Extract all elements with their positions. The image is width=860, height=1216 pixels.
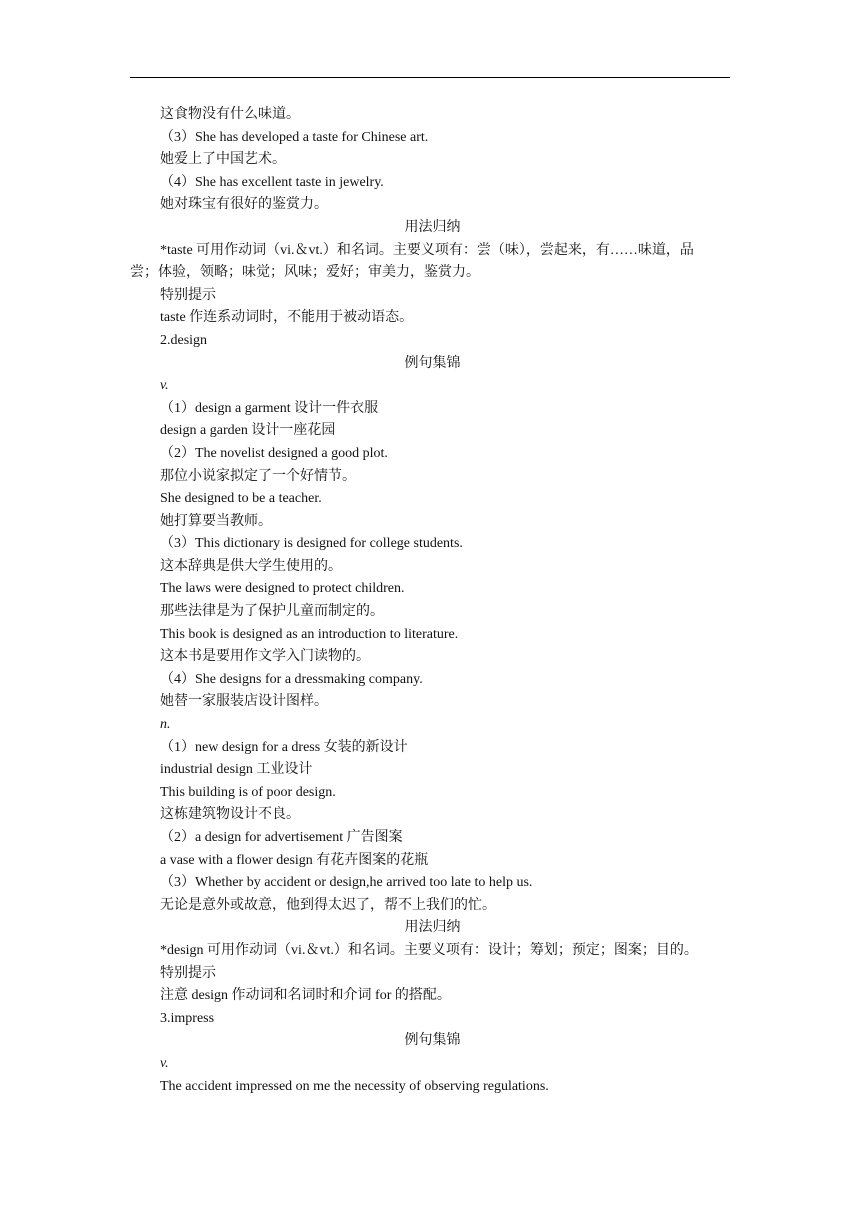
example-phrase: industrial design 工业设计: [160, 762, 313, 778]
example-phrase: （1）design a garment 设计一件衣服: [160, 400, 379, 416]
example-sentence: The laws were designed to protect children.: [160, 581, 405, 597]
section-heading-examples: 例句集锦: [404, 1033, 461, 1049]
translation-line: 那位小说家拟定了一个好情节。: [160, 468, 356, 484]
translation-line: 她爱上了中国艺术。: [160, 152, 286, 168]
special-note-text: taste 作连系动词时，不能用于被动语态。: [160, 310, 414, 326]
translation-line: 这本书是要用作文学入门读物的。: [160, 649, 370, 665]
header-rule: [130, 77, 730, 78]
special-note-heading: 特别提示: [160, 287, 216, 303]
example-phrase: design a garden 设计一座花园: [160, 423, 336, 439]
example-phrase: （1）new design for a dress 女装的新设计: [160, 739, 408, 755]
special-note-text: 注意 design 作动词和名词时和介词 for 的搭配。: [160, 988, 451, 1004]
example-sentence: She designed to be a teacher.: [160, 491, 322, 507]
translation-line: 无论是意外或故意，他到得太迟了，帮不上我们的忙。: [160, 897, 496, 913]
translation-line: 这栋建筑物设计不良。: [160, 807, 300, 823]
translation-line: 她对珠宝有很好的鉴赏力。: [160, 197, 328, 213]
example-sentence: （2）The novelist designed a good plot.: [160, 445, 388, 461]
example-sentence: （3）Whether by accident or design,he arrived too late to help us.: [160, 875, 533, 891]
usage-summary-line-2: 尝；体验，领略；味觉；风味；爱好；审美力，鉴赏力。: [130, 265, 480, 281]
special-note-heading: 特别提示: [160, 965, 216, 981]
example-sentence: This book is designed as an introduction to literature.: [160, 626, 459, 642]
example-sentence: This building is of poor design.: [160, 784, 336, 800]
translation-line: 这食物没有什么味道。: [160, 107, 300, 122]
section-heading-examples: 例句集锦: [404, 355, 461, 371]
part-of-speech-label: n.: [160, 717, 171, 733]
part-of-speech-label: v.: [160, 1055, 169, 1071]
translation-line: 她打算要当教师。: [160, 513, 272, 529]
usage-summary-line-1: *taste 可用作动词（vi.＆vt.）和名词。主要义项有：尝（味），尝起来，有……味道，品: [160, 242, 694, 258]
word-entry-heading: 2.design: [160, 332, 208, 348]
translation-line: 这本辞典是供大学生使用的。: [160, 558, 342, 574]
section-heading-usage: 用法归纳: [404, 920, 461, 936]
translation-line: 她替一家服装店设计图样。: [160, 694, 328, 710]
section-heading-usage: 用法归纳: [404, 219, 461, 235]
example-sentence: （4）She designs for a dressmaking company.: [160, 671, 423, 687]
example-sentence: （3）This dictionary is designed for college students.: [160, 536, 463, 552]
usage-summary-line: *design 可用作动词（vi.＆vt.）和名词。主要义项有：设计；筹划；预定；图案；目的。: [160, 942, 698, 958]
word-entry-heading: 3.impress: [160, 1010, 215, 1026]
example-phrase: （2）a design for advertisement 广告图案: [160, 830, 403, 845]
example-sentence: The accident impressed on me the necessity of observing regulations.: [160, 1078, 549, 1094]
example-sentence: （3）She has developed a taste for Chinese art.: [160, 129, 429, 145]
example-phrase: a vase with a flower design 有花卉图案的花瓶: [160, 852, 429, 868]
translation-line: 那些法律是为了保护儿童而制定的。: [160, 604, 384, 620]
document-body: [130, 104, 735, 1098]
example-sentence: （4）She has excellent taste in jewelry.: [160, 174, 384, 190]
part-of-speech-label: v.: [160, 378, 169, 394]
